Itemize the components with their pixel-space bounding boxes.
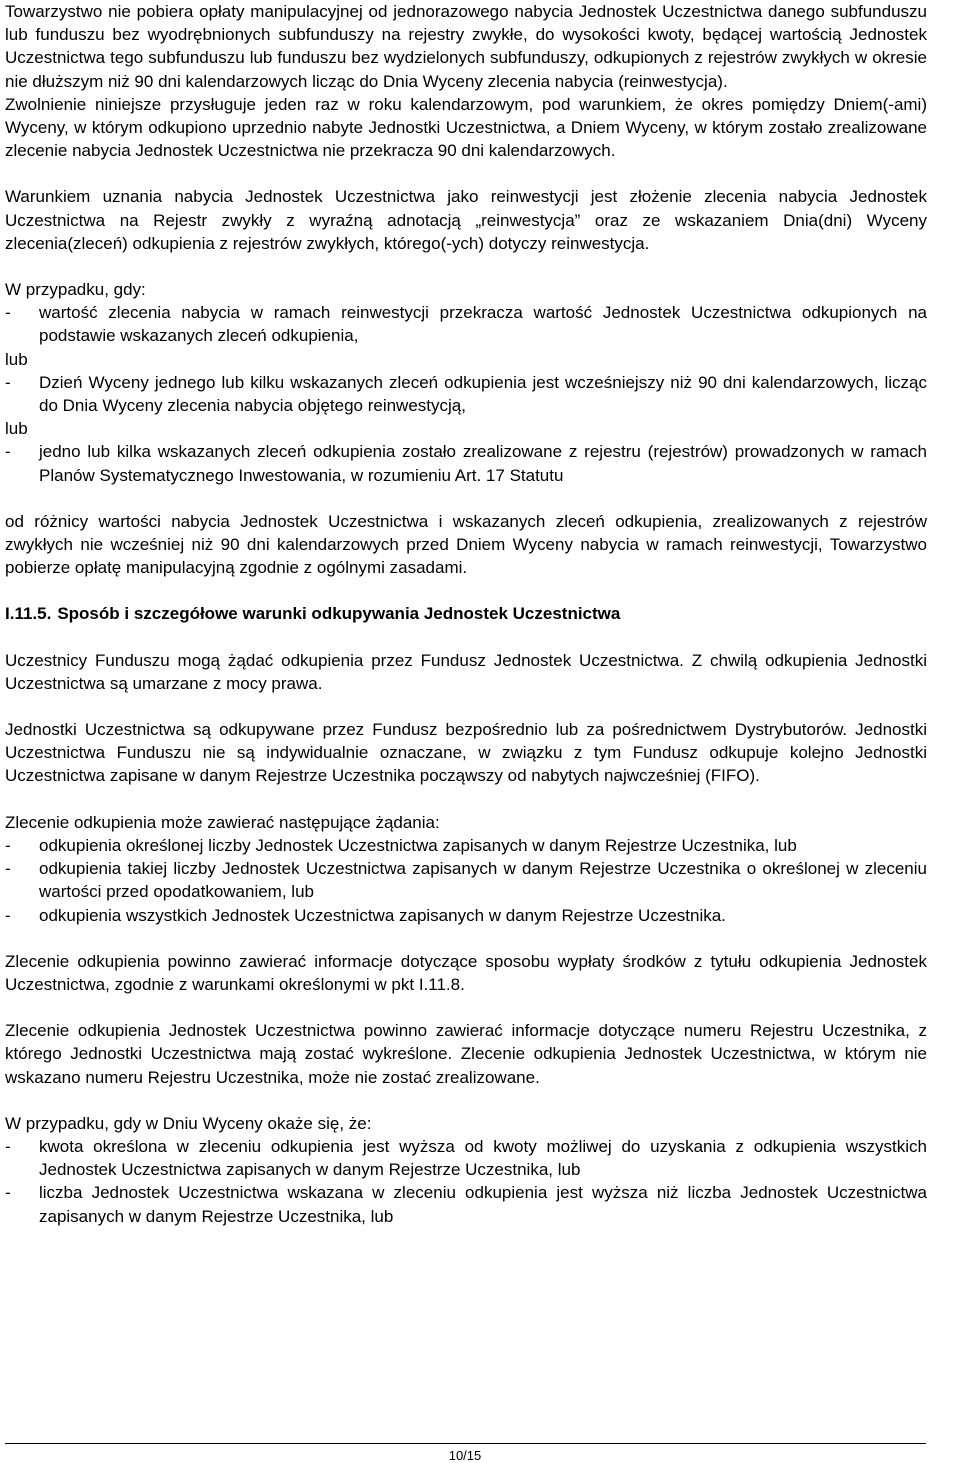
list-dash: - [5, 905, 11, 925]
paragraph-reinvestment-fee-exemption: Towarzystwo nie pobiera opłaty manipulacyjnej od jednorazowego nabycia Jednostek Uczestnictwa danego subfunduszu lub funduszu bez wyodrębnionych subfunduszy na rejestry zwykłe, do wysokości kwoty, będącej wartością Jednostek Uczestnictwa tego subfunduszu lub funduszu bez wydzielonych subfunduszy, odkupionych z rejestrów zwykłych w okresie nie dłuższym niż 90 dni kalendarzowych licząc do Dnia Wyceny zlecenia nabycia (reinwestycja). [5, 2, 927, 91]
paragraph-payment-info: Zlecenie odkupienia powinno zawierać informacje dotyczące sposobu wypłaty środków z tytułu odkupienia Jednostek Uczestnictwa, zgodnie z warunkami określonymi w pkt I.11.8. [5, 951, 927, 994]
list-item-text: jedno lub kilka wskazanych zleceń odkupienia zostało zrealizowane z rejestru (rejestrów) prowadzonych w ramach Planów Systematycznego Inwestowania, w rozumieniu Art. 17 Statutu [39, 442, 927, 485]
list-dash: - [5, 859, 11, 879]
paragraph-valuation-day-intro: W przypadku, gdy w Dniu Wyceny okaże się, że: [5, 1113, 372, 1133]
or-connector: lub [5, 349, 28, 369]
paragraph-register-number: Zlecenie odkupienia Jednostek Uczestnictwa powinno zawierać informacje dotyczące numeru Rejestru Uczestnika, z którego Jednostki Uczestnictwa mają zostać wykreślone. Zlecenie odkupienia Jednostek Uczestnictwa, w którym nie wskazano numeru Rejestru Uczestnika, może nie zostać zrealizowane. [5, 1021, 927, 1087]
list-item [5, 834, 927, 857]
list-dash: - [5, 303, 11, 323]
list-item [5, 440, 927, 486]
list-item-text: odkupienia takiej liczby Jednostek Uczestnictwa zapisanych w danym Rejestrze Uczestnika o określonej w zleceniu wartości przed opodatkowaniem, lub [39, 859, 927, 902]
list-item-text: odkupienia określonej liczby Jednostek Uczestnictwa zapisanych w danym Rejestrze Uczestnika, lub [39, 835, 797, 855]
list-dash: - [5, 442, 11, 462]
paragraph-redemption-right: Uczestnicy Funduszu mogą żądać odkupienia przez Fundusz Jednostek Uczestnictwa. Z chwilą odkupienia Jednostki Uczestnictwa są umarzane z mocy prawa. [5, 650, 927, 693]
list-item [5, 1135, 927, 1181]
list-dash: - [5, 1183, 11, 1203]
list-item [5, 1181, 927, 1227]
list-dash: - [5, 1136, 11, 1156]
list-item-text: odkupienia wszystkich Jednostek Uczestnictwa zapisanych w danym Rejestrze Uczestnika. [39, 905, 726, 925]
footer-divider [5, 1443, 926, 1444]
list-item [5, 904, 927, 927]
section-heading [5, 602, 927, 625]
list-item-text: wartość zlecenia nabycia w ramach reinwestycji przekracza wartość Jednostek Uczestnictwa odkupionych na podstawie wskazanych zleceń odkupienia, [39, 303, 927, 346]
paragraph-in-case-intro: W przypadku, gdy: [5, 280, 146, 300]
list-dash: - [5, 372, 11, 392]
list-item-text: liczba Jednostek Uczestnictwa wskazana w zleceniu odkupienia jest wyższa niż liczba Jednostek Uczestnictwa zapisanych w danym Rejestrze Uczestnika, lub [39, 1183, 927, 1226]
list-dash: - [5, 835, 11, 855]
paragraph-order-requests-intro: Zlecenie odkupienia może zawierać następujące żądania: [5, 812, 440, 832]
document-page [5, 0, 927, 1228]
list-item [5, 371, 927, 417]
list-item [5, 301, 927, 347]
list-item-text: Dzień Wyceny jednego lub kilku wskazanych zleceń odkupienia jest wcześniejszy niż 90 dni kalendarzowych, licząc do Dnia Wyceny zlecenia nabycia objętego reinwestycją, [39, 372, 927, 416]
paragraph-reinvestment-recognition: Warunkiem uznania nabycia Jednostek Uczestnictwa jako reinwestycji jest złożenie zlecenia nabycia Jednostek Uczestnictwa na Rejestr zwykły z wyraźną adnotacją „reinwestycja” oraz ze wskazaniem Dnia(dni) Wyceny zlecenia(zleceń) odkupienia z rejestrów zwykłych, którego(-ych) dotyczy reinwestycja. [5, 187, 927, 253]
page-number: 10/15 [448, 1448, 482, 1463]
list-item [5, 857, 927, 903]
section-number: I.11.5. [5, 604, 52, 624]
paragraph-redemption-fifo: Jednostki Uczestnictwa są odkupywane przez Fundusz bezpośrednio lub za pośrednictwem Dystrybutorów. Jednostki Uczestnictwa Funduszu nie są indywidualnie oznaczane, w związku z tym Fundusz odkupuje kolejno Jednostki Uczestnictwa zapisane w danym Rejestrze Uczestnika począwszy od nabytych najwcześniej (FIFO). [5, 720, 927, 786]
paragraph-fee-on-difference: od różnicy wartości nabycia Jednostek Uczestnictwa i wskazanych zleceń odkupienia, zrealizowanych z rejestrów zwykłych nie wcześniej niż 90 dni kalendarzowych przed Dniem Wyceny nabycia w ramach reinwestycji, Towarzystwo pobierze opłatę manipulacyjną zgodnie z ogólnymi zasadami. [5, 511, 927, 578]
or-connector: lub [5, 419, 28, 439]
section-title: Sposób i szczegółowe warunki odkupywania Jednostek Uczestnictwa [57, 604, 621, 624]
list-item-text: kwota określona w zleceniu odkupienia jest wyższa od kwoty możliwej do uzyskania z odkupienia wszystkich Jednostek Uczestnictwa zapisanych w danym Rejestrze Uczestnika, lub [39, 1136, 927, 1180]
paragraph-exemption-condition: Zwolnienie niniejsze przysługuje jeden raz w roku kalendarzowym, pod warunkiem, że okres pomiędzy Dniem(-ami) Wyceny, w którym odkupiono uprzednio nabyte Jednostki Uczestnictwa, a Dniem Wyceny, w którym zostało zrealizowane zlecenie nabycia Jednostek Uczestnictwa nie przekracza 90 dni kalendarzowych. [5, 94, 927, 161]
